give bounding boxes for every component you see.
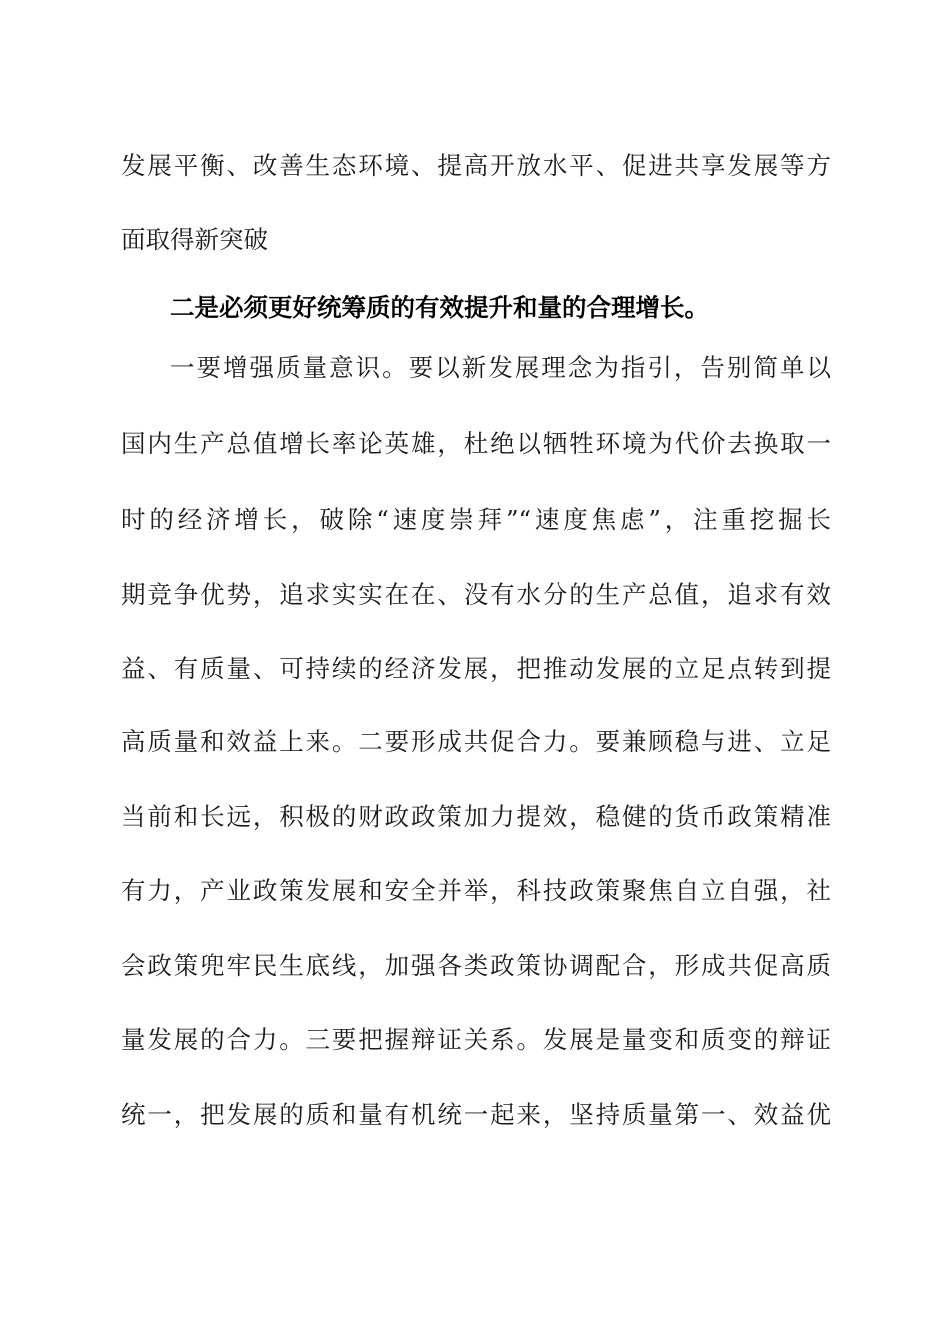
paragraph-line: 当前和长远，积极的财政政策加力提效，稳健的货币政策精准 [121,802,831,831]
paragraph-line: 统一，把发展的质和量有机统一起来，坚持质量第一、效益优 [121,1100,831,1129]
section-heading: 二是必须更好统筹质的有效提升和量的合理增长。 [170,293,709,322]
paragraph-line: 时的经济增长，破除“速度崇拜”“速度焦虑”，注重挖掘长 [121,505,831,534]
paragraph-line: 量发展的合力。三要把握辩证关系。发展是量变和质变的辩证 [121,1025,831,1054]
paragraph-line: 高质量和效益上来。二要形成共促合力。要兼顾稳与进、立足 [121,727,831,756]
paragraph-line: 会政策兜牢民生底线，加强各类政策协调配合，形成共促高质 [121,951,831,980]
paragraph-line: 面取得新突破 [121,225,268,254]
paragraph-line: 期竞争优势，追求实实在在、没有水分的生产总值，追求有效 [121,580,831,609]
paragraph-line: 一要增强质量意识。要以新发展理念为指引，告别简单以 [170,353,831,382]
paragraph-line: 国内生产总值增长率论英雄，杜绝以牺牲环境为代价去换取一 [121,429,831,458]
paragraph-line: 发展平衡、改善生态环境、提高开放水平、促进共享发展等方 [121,151,831,180]
paragraph-line: 益、有质量、可持续的经济发展，把推动发展的立足点转到提 [121,654,831,683]
paragraph-line: 有力，产业政策发展和安全并举，科技政策聚焦自立自强，社 [121,876,831,905]
